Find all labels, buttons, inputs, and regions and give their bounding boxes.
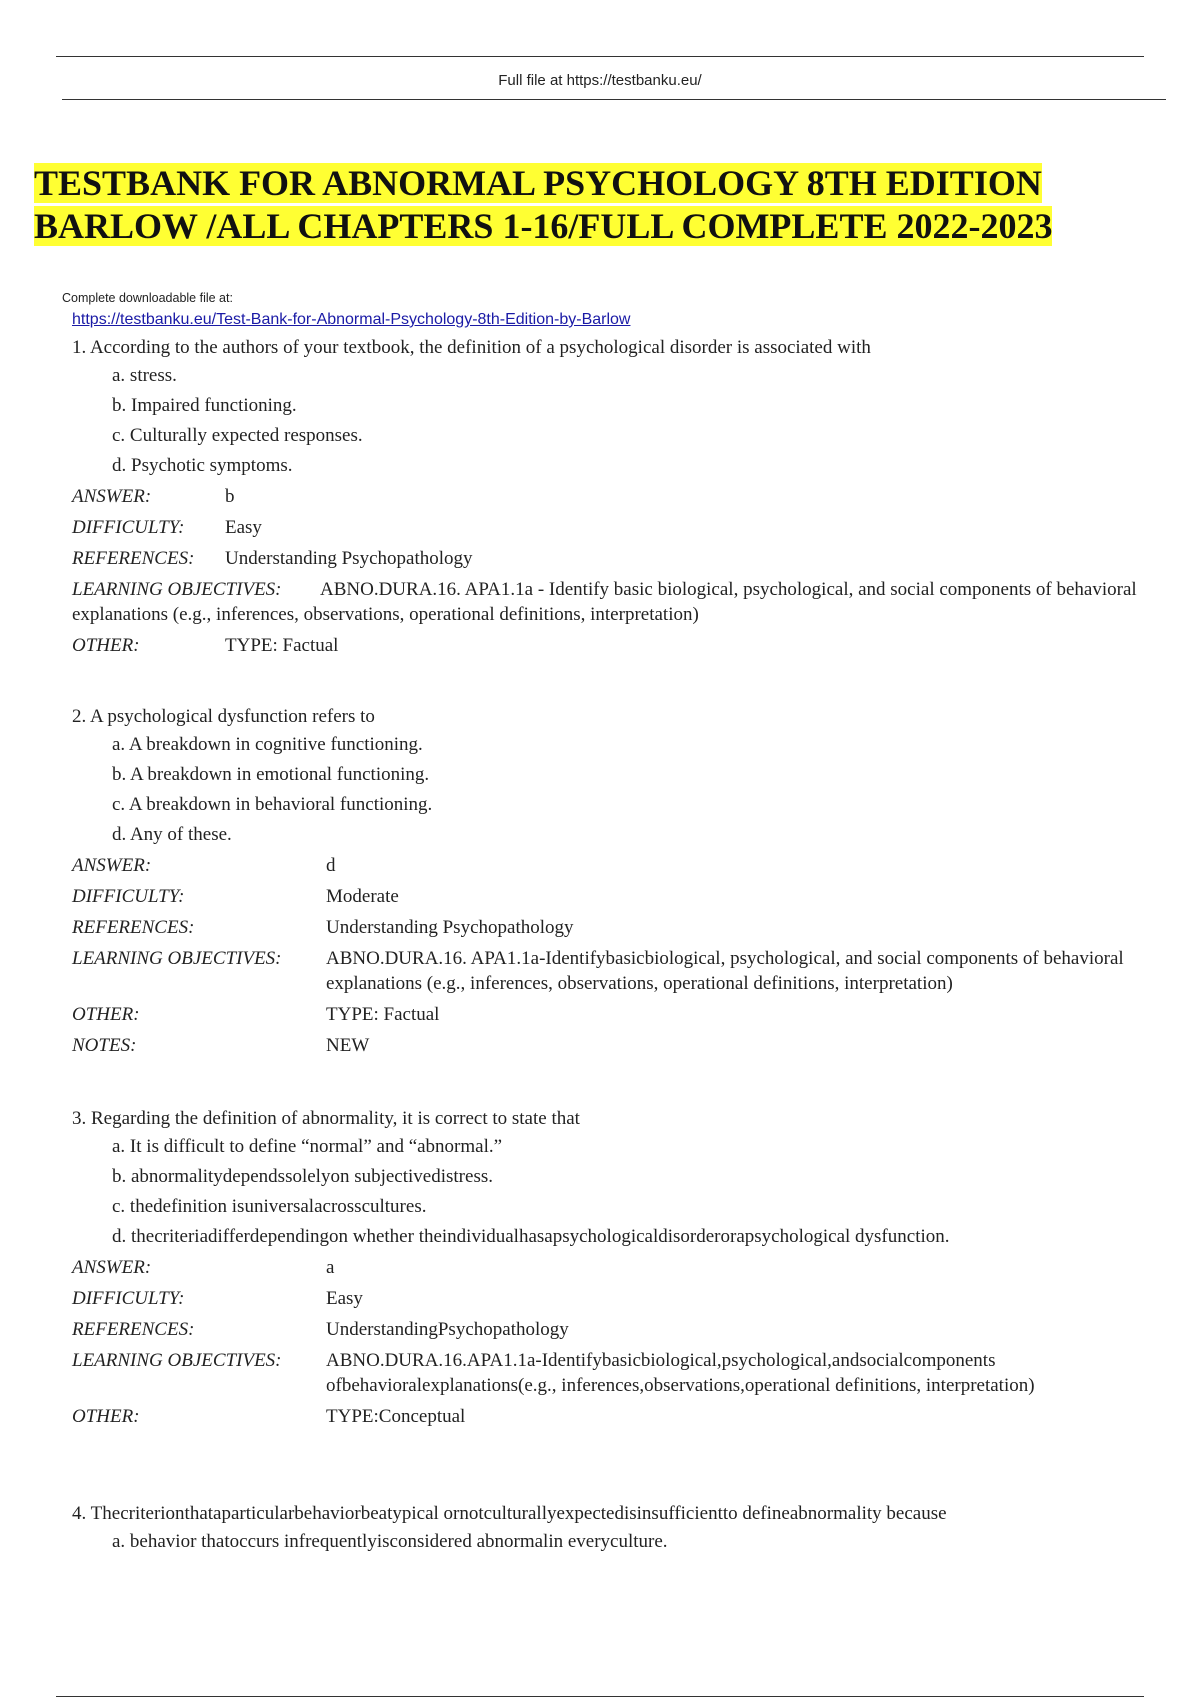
question-4 bbox=[72, 1502, 1172, 1560]
answer-option: b. Impaired functioning. bbox=[112, 395, 297, 416]
question-stem: 1. According to the authors of your textbook, the definition of a psychological disorder is associated with bbox=[72, 337, 871, 358]
document-title bbox=[34, 162, 1052, 248]
meta-difficulty: DIFFICULTY: Easy bbox=[72, 1288, 363, 1309]
header-top-rule bbox=[56, 56, 1144, 57]
question-stem: 4. Thecriterionthataparticularbehaviorbeatypical ornotculturallyexpectedisinsufficientto defineabnormality because bbox=[72, 1503, 947, 1524]
answer-option: d. thecriteriadifferdependingon whether theindividualhasapsychologicaldisorderorapsychological dysfunction. bbox=[112, 1226, 950, 1247]
answer-option: d. Psychotic symptoms. bbox=[112, 455, 293, 476]
meta-answer: ANSWER: a bbox=[72, 1257, 335, 1278]
answer-option: a. behavior thatoccurs infrequentlyisconsidered abnormalin everyculture. bbox=[112, 1531, 668, 1552]
answer-option: b. abnormalitydependssolelyon subjectivedistress. bbox=[112, 1166, 493, 1187]
title-line-2: BARLOW /ALL CHAPTERS 1-16/FULL COMPLETE 2022-2023 bbox=[34, 206, 1053, 246]
download-link[interactable]: https://testbanku.eu/Test-Bank-for-Abnormal-Psychology-8th-Edition-by-Barlow bbox=[72, 311, 631, 328]
meta-notes: NOTES: NEW bbox=[72, 1035, 370, 1056]
header-full-file-text: Full file at https://testbanku.eu/ bbox=[498, 72, 702, 89]
meta-references: REFERENCES: UnderstandingPsychopathology bbox=[72, 1319, 569, 1340]
meta-learning-objectives: LEARNING OBJECTIVES: ABNO.DURA.16. APA1.1a - Identify basic biological, psychological, and social components of behavioral explanations (e.g., inferences, observations, operational definitions, interpretation) bbox=[72, 579, 1137, 625]
footer-rule bbox=[56, 1696, 1144, 1697]
meta-references: REFERENCES: Understanding Psychopathology bbox=[72, 917, 574, 938]
title-line-1: TESTBANK FOR ABNORMAL PSYCHOLOGY 8TH EDITION bbox=[34, 163, 1042, 203]
meta-learning-objectives: LEARNING OBJECTIVES: ABNO.DURA.16.APA1.1a-Identifybasicbiological,psychological,andsocialcomponents ofbehavioralexplanations(e.g., inferences,observations,operational definitions, interpretation) bbox=[72, 1350, 1035, 1396]
meta-difficulty: DIFFICULTY: Easy bbox=[72, 517, 262, 538]
question-stem: 2. A psychological dysfunction refers to bbox=[72, 706, 375, 727]
question-stem: 3. Regarding the definition of abnormality, it is correct to state that bbox=[72, 1108, 580, 1129]
meta-other: OTHER: TYPE:Conceptual bbox=[72, 1406, 466, 1427]
answer-option: a. stress. bbox=[112, 365, 177, 386]
question-2 bbox=[72, 705, 1172, 1064]
answer-option: a. A breakdown in cognitive functioning. bbox=[112, 734, 423, 755]
meta-answer: ANSWER: b bbox=[72, 486, 235, 507]
meta-learning-objectives: LEARNING OBJECTIVES: ABNO.DURA.16. APA1.1a-Identifybasicbiological, psychological, and social components of behavioral explanations (e.g., inferences, observations, operational definitions, interpretation) bbox=[72, 948, 1124, 994]
download-label: Complete downloadable file at: bbox=[62, 291, 233, 305]
meta-other: OTHER: TYPE: Factual bbox=[72, 635, 339, 656]
question-1 bbox=[72, 336, 1162, 664]
header-bottom-rule bbox=[62, 99, 1166, 100]
answer-option: c. Culturally expected responses. bbox=[112, 425, 363, 446]
answer-option: c. thedefinition isuniversalacrosscultures. bbox=[112, 1196, 427, 1217]
answer-option: b. A breakdown in emotional functioning. bbox=[112, 764, 430, 785]
meta-difficulty: DIFFICULTY: Moderate bbox=[72, 886, 399, 907]
answer-option: c. A breakdown in behavioral functioning. bbox=[112, 794, 433, 815]
meta-other: OTHER: TYPE: Factual bbox=[72, 1004, 440, 1025]
question-3 bbox=[72, 1107, 1172, 1435]
answer-option: d. Any of these. bbox=[112, 824, 232, 845]
meta-answer: ANSWER: d bbox=[72, 855, 336, 876]
meta-references: REFERENCES: Understanding Psychopathology bbox=[72, 548, 473, 569]
answer-option: a. It is difficult to define “normal” and “abnormal.” bbox=[112, 1136, 503, 1157]
